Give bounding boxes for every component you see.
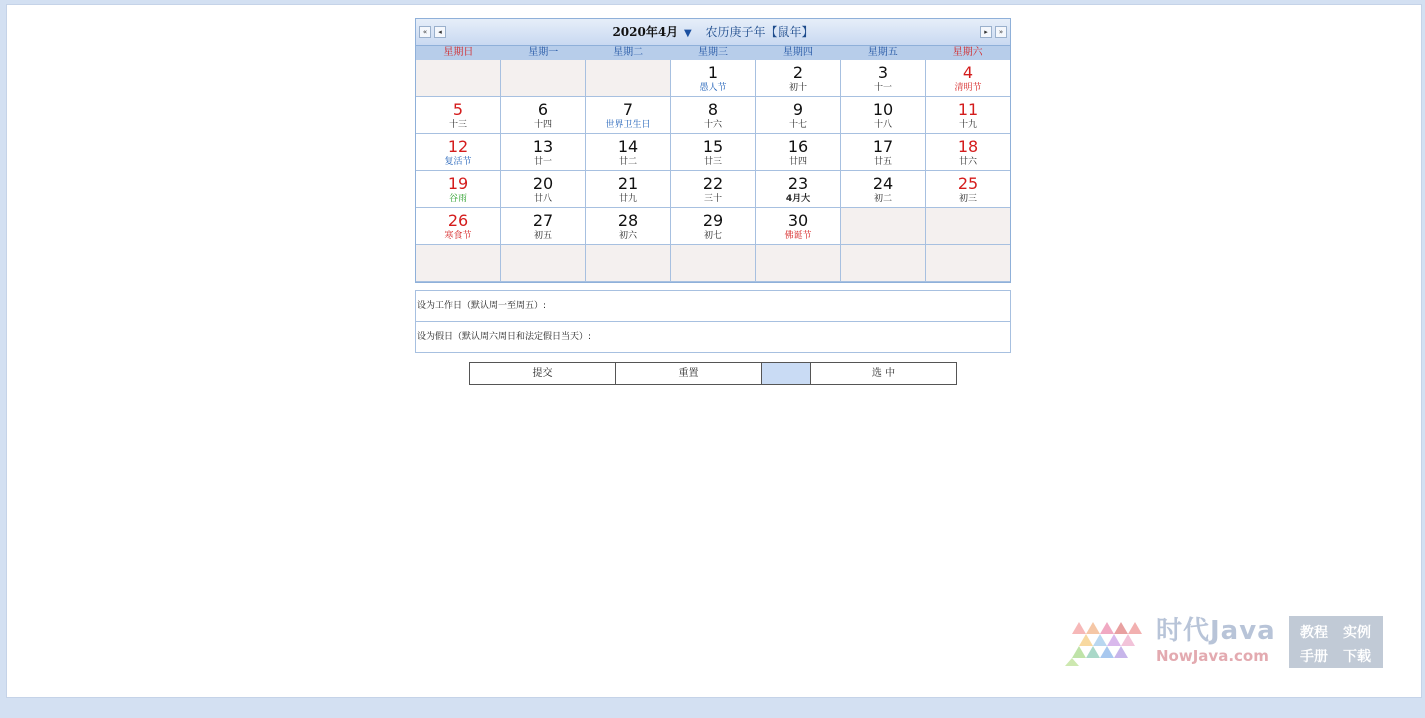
day-number: 5 bbox=[452, 100, 464, 119]
weekday-label: 星期六 bbox=[952, 47, 983, 58]
watermark-tag: 教程 bbox=[1300, 625, 1328, 641]
lunar-day-label: 廿六 bbox=[958, 157, 977, 167]
calendar-empty-cell bbox=[756, 245, 841, 282]
calendar-empty-cell bbox=[926, 245, 1010, 282]
calendar-day-cell[interactable] bbox=[671, 134, 756, 171]
lunar-day-label: 十一 bbox=[873, 83, 892, 93]
day-number: 28 bbox=[617, 211, 639, 230]
calendar-day-cell[interactable] bbox=[501, 134, 586, 171]
calendar-grid bbox=[416, 60, 1011, 282]
lunar-day-label: 廿四 bbox=[788, 157, 807, 167]
watermark-url: NowJava.com bbox=[1156, 647, 1269, 665]
select-button[interactable]: 选 中 bbox=[871, 368, 896, 379]
settings-panel bbox=[415, 290, 1011, 353]
lunar-day-label: 初六 bbox=[618, 231, 637, 241]
day-number: 2 bbox=[792, 63, 804, 82]
month-dropdown-icon[interactable]: ▼ bbox=[684, 28, 692, 39]
lunar-day-label: 十七 bbox=[788, 120, 807, 130]
day-number: 1 bbox=[707, 63, 719, 82]
lunar-day-label: 初十 bbox=[788, 83, 807, 93]
lunar-day-label: 廿九 bbox=[618, 194, 637, 204]
weekday-label: 星期三 bbox=[698, 47, 728, 58]
day-number: 13 bbox=[532, 137, 554, 156]
day-number: 4 bbox=[962, 63, 974, 82]
submit-button[interactable]: 提交 bbox=[470, 363, 616, 384]
calendar-day-cell[interactable] bbox=[586, 171, 671, 208]
triangle-logo-icon bbox=[1060, 618, 1150, 666]
blank-button[interactable] bbox=[762, 363, 811, 384]
calendar-day-cell[interactable] bbox=[586, 97, 671, 134]
calendar-day-cell[interactable] bbox=[501, 171, 586, 208]
calendar-empty-cell bbox=[416, 60, 501, 97]
day-number: 12 bbox=[447, 137, 469, 156]
day-number: 20 bbox=[532, 174, 554, 193]
calendar-day-cell[interactable] bbox=[416, 171, 501, 208]
watermark-tag: 下载 bbox=[1343, 649, 1371, 665]
weekday-label: 星期四 bbox=[782, 47, 813, 58]
next-month-icon[interactable]: ▸ bbox=[980, 26, 992, 38]
lunar-day-label: 初七 bbox=[703, 231, 722, 241]
reset-button[interactable]: 重置 bbox=[616, 363, 762, 384]
calendar-day-cell[interactable] bbox=[416, 208, 501, 245]
calendar-day-cell[interactable] bbox=[841, 60, 926, 97]
day-number: 18 bbox=[957, 137, 979, 156]
day-number: 6 bbox=[537, 100, 549, 119]
calendar-day-cell[interactable] bbox=[756, 134, 841, 171]
lunar-day-label: 谷雨 bbox=[448, 194, 467, 204]
calendar-day-cell[interactable] bbox=[501, 208, 586, 245]
calendar-day-cell[interactable] bbox=[416, 134, 501, 171]
holiday-setting-row[interactable]: 设为假日（默认周六周日和法定假日当天）: bbox=[417, 332, 592, 342]
calendar-day-cell[interactable] bbox=[926, 171, 1010, 208]
calendar-day-cell[interactable] bbox=[756, 171, 841, 208]
weekday-label: 星期五 bbox=[867, 47, 898, 58]
calendar-empty-cell bbox=[671, 245, 756, 282]
day-number: 24 bbox=[872, 174, 894, 193]
calendar-day-cell[interactable] bbox=[841, 97, 926, 134]
calendar-empty-cell bbox=[416, 245, 501, 282]
lunar-day-label: 寒食节 bbox=[444, 231, 472, 241]
lunar-day-label: 廿三 bbox=[703, 157, 722, 167]
weekday-label: 星期日 bbox=[443, 47, 474, 58]
lunar-day-label: 世界卫生日 bbox=[605, 120, 651, 130]
lunar-day-label: 复活节 bbox=[444, 157, 472, 167]
calendar-day-cell[interactable] bbox=[416, 97, 501, 134]
calendar-empty-cell bbox=[501, 60, 586, 97]
day-number: 11 bbox=[957, 100, 979, 119]
weekday-header-row bbox=[416, 46, 1010, 60]
lunar-year-label: 农历庚子年【鼠年】 bbox=[705, 25, 814, 39]
day-number: 22 bbox=[702, 174, 724, 193]
calendar-day-cell[interactable] bbox=[671, 208, 756, 245]
calendar-day-cell[interactable] bbox=[586, 134, 671, 171]
lunar-day-label: 廿二 bbox=[618, 157, 637, 167]
calendar-empty-cell bbox=[841, 245, 926, 282]
calendar-day-cell[interactable] bbox=[926, 60, 1010, 97]
weekday-label: 星期二 bbox=[613, 47, 644, 58]
lunar-day-label: 初三 bbox=[958, 194, 977, 204]
watermark-tag-box bbox=[1289, 616, 1383, 668]
lunar-day-label: 初二 bbox=[873, 194, 892, 204]
site-watermark bbox=[1060, 616, 1385, 670]
lunar-day-label: 4月大 bbox=[785, 194, 811, 204]
day-number: 23 bbox=[787, 174, 809, 193]
day-number: 27 bbox=[532, 211, 554, 230]
lunar-day-label: 廿一 bbox=[533, 157, 552, 167]
calendar-day-cell[interactable] bbox=[671, 171, 756, 208]
day-number: 8 bbox=[707, 100, 719, 119]
action-bar bbox=[469, 362, 957, 385]
lunar-day-label: 十四 bbox=[533, 120, 552, 130]
day-number: 19 bbox=[447, 174, 469, 193]
calendar-day-cell[interactable] bbox=[841, 134, 926, 171]
last-year-icon[interactable]: » bbox=[995, 26, 1007, 38]
day-number: 3 bbox=[877, 63, 889, 82]
day-number: 26 bbox=[447, 211, 469, 230]
watermark-tag: 实例 bbox=[1343, 625, 1371, 641]
lunar-day-label: 廿五 bbox=[873, 157, 892, 167]
calendar-empty-cell bbox=[501, 245, 586, 282]
day-number: 7 bbox=[622, 100, 634, 119]
lunar-day-label: 十九 bbox=[958, 120, 977, 130]
lunar-day-label: 廿八 bbox=[533, 194, 552, 204]
lunar-day-label: 清明节 bbox=[954, 83, 982, 93]
calendar-day-cell[interactable] bbox=[586, 208, 671, 245]
calendar-empty-cell bbox=[841, 208, 926, 245]
calendar-day-cell[interactable] bbox=[841, 171, 926, 208]
lunar-day-label: 初五 bbox=[533, 231, 552, 241]
watermark-title: 时代Java bbox=[1156, 616, 1276, 646]
day-number: 17 bbox=[872, 137, 894, 156]
calendar-empty-cell bbox=[926, 208, 1010, 245]
calendar-day-cell[interactable] bbox=[756, 208, 841, 245]
calendar-header bbox=[416, 19, 1010, 46]
month-selector[interactable]: 2020年4月 bbox=[612, 25, 679, 39]
calendar-day-cell[interactable] bbox=[926, 134, 1010, 171]
first-year-icon[interactable]: « bbox=[419, 26, 431, 38]
calendar-day-cell[interactable] bbox=[671, 60, 756, 97]
calendar-day-cell[interactable] bbox=[671, 97, 756, 134]
weekday-label: 星期一 bbox=[528, 47, 559, 58]
day-number: 29 bbox=[702, 211, 724, 230]
day-number: 15 bbox=[702, 137, 724, 156]
calendar-day-cell[interactable] bbox=[756, 97, 841, 134]
lunar-day-label: 三十 bbox=[703, 194, 722, 204]
day-number: 21 bbox=[617, 174, 639, 193]
day-number: 14 bbox=[617, 137, 639, 156]
calendar-day-cell[interactable] bbox=[756, 60, 841, 97]
calendar-day-cell[interactable] bbox=[501, 97, 586, 134]
calendar-empty-cell bbox=[586, 245, 671, 282]
day-number: 25 bbox=[957, 174, 979, 193]
lunar-day-label: 十三 bbox=[448, 120, 467, 130]
lunar-day-label: 十六 bbox=[703, 120, 722, 130]
calendar-empty-cell bbox=[586, 60, 671, 97]
lunar-day-label: 佛诞节 bbox=[784, 231, 812, 241]
day-number: 10 bbox=[872, 100, 894, 119]
lunar-day-label: 十八 bbox=[873, 120, 892, 130]
lunar-day-label: 愚人节 bbox=[699, 83, 727, 93]
day-number: 16 bbox=[787, 137, 809, 156]
prev-month-icon[interactable]: ◂ bbox=[434, 26, 446, 38]
calendar-day-cell[interactable] bbox=[926, 97, 1010, 134]
calendar bbox=[415, 18, 1011, 283]
workday-setting-row[interactable]: 设为工作日（默认周一至周五）: bbox=[416, 291, 1010, 322]
day-number: 30 bbox=[787, 211, 809, 230]
day-number: 9 bbox=[792, 100, 804, 119]
watermark-tag: 手册 bbox=[1300, 649, 1328, 665]
